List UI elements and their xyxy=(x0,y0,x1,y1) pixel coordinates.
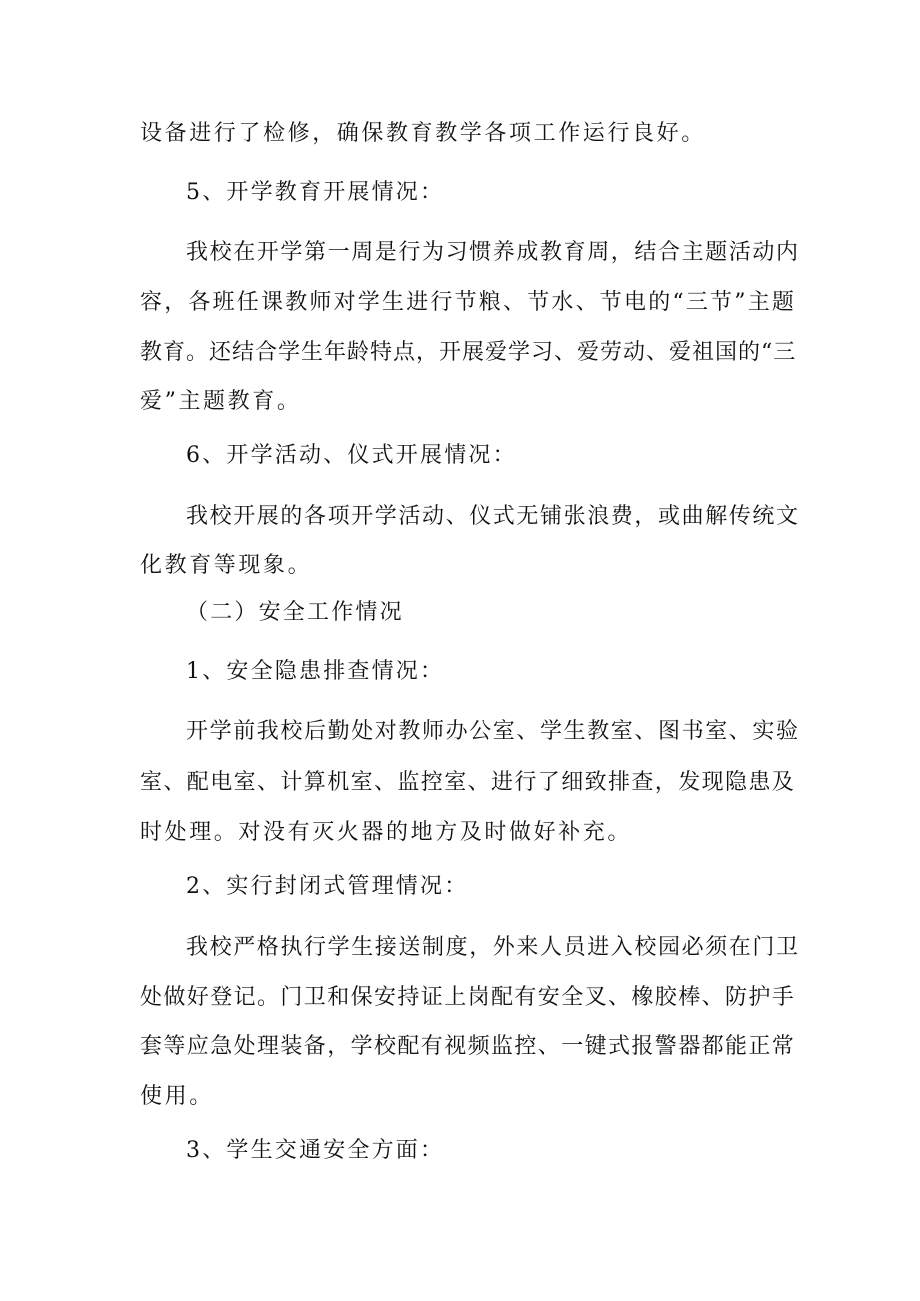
subsection-heading: （二）安全工作情况 xyxy=(186,600,404,625)
paragraph-line: 教育。还结合学生年龄特点，开展爱学习、爱劳动、爱祖国的“三 xyxy=(140,340,797,365)
paragraph-line: 我校在开学第一周是行为习惯养成教育周，结合主题活动内 xyxy=(186,240,800,265)
section-heading: 2、实行封闭式管理情况： xyxy=(186,874,469,899)
paragraph-line: 爱”主题教育。 xyxy=(140,389,302,414)
paragraph-line: 处做好登记。门卫和保安持证上岗配有安全叉、橡胶棒、防护手 xyxy=(140,985,796,1010)
section-heading: 3、学生交通安全方面： xyxy=(186,1138,445,1163)
paragraph-line: 室、配电室、计算机室、监控室、进行了细致排查，发现隐患及 xyxy=(140,770,796,795)
paragraph-line: 开学前我校后勤处对教师办公室、学生教室、图书室、实验 xyxy=(186,719,800,744)
paragraph-line: 套等应急处理装备，学校配有视频监控、一键式报警器都能正常 xyxy=(140,1034,796,1059)
section-heading: 1、安全隐患排查情况： xyxy=(186,659,445,684)
paragraph-line: 我校严格执行学生接送制度，外来人员进入校园必须在门卫 xyxy=(186,935,800,960)
section-heading: 5、开学教育开展情况： xyxy=(186,180,445,205)
paragraph-line: 容，各班任课教师对学生进行节粮、节水、节电的“三节”主题 xyxy=(140,290,797,315)
paragraph-line: 我校开展的各项开学活动、仪式无铺张浪费，或曲解传统文 xyxy=(186,504,800,529)
paragraph-line: 化教育等现象。 xyxy=(140,553,313,578)
paragraph-line: 使用。 xyxy=(140,1084,214,1109)
paragraph-line: 设备进行了检修，确保教育教学各项工作运行良好。 xyxy=(140,121,706,146)
paragraph-line: 时处理。对没有灭火器的地方及时做好补充。 xyxy=(140,820,633,845)
section-heading: 6、开学活动、仪式开展情况： xyxy=(186,443,517,468)
